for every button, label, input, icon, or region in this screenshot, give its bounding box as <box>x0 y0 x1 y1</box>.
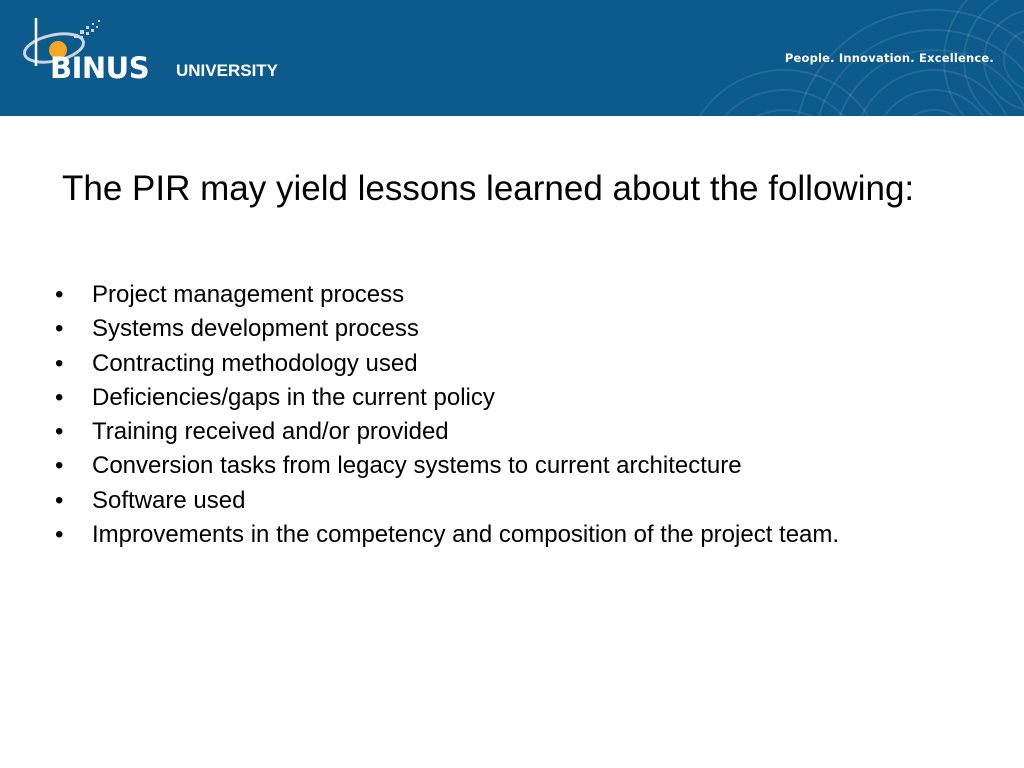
list-item <box>55 383 935 411</box>
list-item-text: Training received and/or provided <box>92 418 449 446</box>
bullet-list <box>55 283 935 557</box>
list-item-text: Deficiencies/gaps in the current policy <box>92 383 495 411</box>
list-item-text: Software used <box>92 486 246 514</box>
list-item <box>55 486 935 514</box>
bullet-icon: • <box>55 486 64 514</box>
bullet-icon: • <box>55 418 64 446</box>
bullet-icon: • <box>55 349 64 377</box>
bullet-icon: • <box>55 315 64 343</box>
header-band <box>0 0 1024 116</box>
bullet-icon: • <box>55 383 64 411</box>
list-item-text: Improvements in the competency and composition of the project team. <box>92 521 840 549</box>
logo-suffix-text: UNIVERSITY <box>176 61 279 80</box>
tagline: People. Innovation. Excellence. <box>784 51 994 65</box>
list-item <box>55 283 935 307</box>
list-item <box>55 317 935 341</box>
list-item-text: Systems development process <box>92 315 419 343</box>
binus-logo[interactable] <box>22 14 302 104</box>
list-item <box>55 420 935 444</box>
list-item-text: Conversion tasks from legacy systems to current architecture <box>92 452 742 480</box>
list-item-text: Contracting methodology used <box>92 349 418 377</box>
list-item <box>55 523 935 547</box>
logo-brand-text: BINUS <box>50 51 150 85</box>
list-item <box>55 454 935 478</box>
slide-title: The PIR may yield lessons learned about the following: <box>62 169 915 208</box>
bullet-icon: • <box>55 281 64 308</box>
bullet-icon: • <box>55 452 64 480</box>
list-item <box>55 349 935 377</box>
list-item-text: Project management process <box>92 281 405 308</box>
bullet-icon: • <box>55 521 64 549</box>
